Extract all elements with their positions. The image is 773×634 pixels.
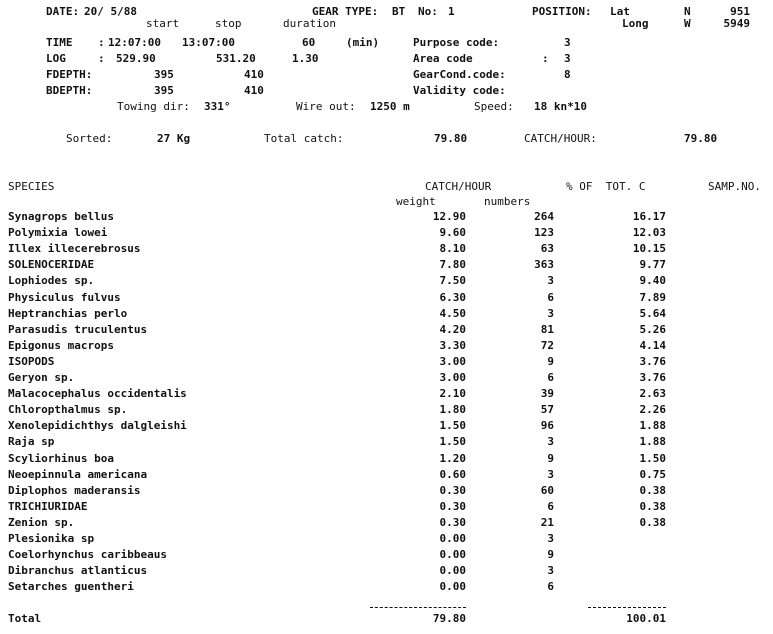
species-percent: 5.26 bbox=[639, 323, 666, 336]
species-weight: 4.50 bbox=[439, 307, 466, 320]
species-weight: 0.00 bbox=[439, 580, 466, 593]
area-code-label: Area code bbox=[413, 52, 473, 65]
species-weight: 3.00 bbox=[439, 371, 466, 384]
time-unit: (min) bbox=[346, 36, 380, 49]
species-numbers: 3 bbox=[547, 274, 554, 287]
position-label: POSITION: bbox=[532, 5, 592, 18]
species-weight: 0.00 bbox=[439, 532, 466, 545]
species-weight: 3.30 bbox=[439, 339, 466, 352]
species-percent: 9.77 bbox=[639, 258, 666, 271]
total-percent: 100.01 bbox=[626, 612, 666, 625]
species-numbers: 6 bbox=[547, 580, 554, 593]
species-percent: 2.63 bbox=[639, 387, 666, 400]
species-numbers: 39 bbox=[540, 387, 554, 400]
species-percent: 0.38 bbox=[639, 484, 666, 497]
species-percent: 3.76 bbox=[639, 355, 666, 368]
species-name: Lophiodes sp. bbox=[8, 274, 95, 287]
species-numbers: 3 bbox=[547, 468, 554, 481]
species-name: Neoepinnula americana bbox=[8, 468, 148, 481]
catch-per-hour-value: 79.80 bbox=[684, 132, 718, 145]
gearcond-code-value: 8 bbox=[564, 68, 571, 81]
total-weight: 79.80 bbox=[432, 612, 466, 625]
towing-dir-value: 331° bbox=[204, 100, 231, 113]
wire-out-label: Wire out: bbox=[296, 100, 356, 113]
bdepth-stop: 410 bbox=[244, 84, 264, 97]
species-numbers: 3 bbox=[547, 564, 554, 577]
speed-label: Speed: bbox=[474, 100, 514, 113]
species-percent: 2.26 bbox=[639, 403, 666, 416]
species-numbers: 3 bbox=[547, 532, 554, 545]
gear-type-value: BT bbox=[392, 5, 406, 18]
species-weight: 0.00 bbox=[439, 564, 466, 577]
species-name: Malacocephalus occidentalis bbox=[8, 387, 187, 400]
species-weight: 1.80 bbox=[439, 403, 466, 416]
species-name: Polymixia lowei bbox=[8, 226, 108, 239]
time-duration: 60 bbox=[302, 36, 316, 49]
species-name: Heptranchias perlo bbox=[8, 307, 128, 320]
time-label: TIME bbox=[46, 36, 73, 49]
area-code-value: 3 bbox=[564, 52, 571, 65]
species-weight: 1.20 bbox=[439, 452, 466, 465]
gearcond-code-label: GearCond.code: bbox=[413, 68, 506, 81]
species-name: Geryon sp. bbox=[8, 371, 75, 384]
species-name: Epigonus macrops bbox=[8, 339, 114, 352]
weight-column-header: weight bbox=[396, 195, 436, 208]
species-name: TRICHIURIDAE bbox=[8, 500, 88, 513]
sorted-label: Sorted: bbox=[66, 132, 113, 145]
log-duration: 1.30 bbox=[292, 52, 319, 65]
purpose-code-label: Purpose code: bbox=[413, 36, 500, 49]
species-numbers: 6 bbox=[547, 500, 554, 513]
species-weight: 9.60 bbox=[439, 226, 466, 239]
fdepth-stop: 410 bbox=[244, 68, 264, 81]
catch-hour-column-header: CATCH/HOUR bbox=[425, 180, 492, 193]
species-name: Raja sp bbox=[8, 435, 55, 448]
percent-total-column-header: % OF TOT. C bbox=[566, 180, 646, 193]
gear-type-label: GEAR TYPE: bbox=[312, 5, 379, 18]
species-weight: 7.50 bbox=[439, 274, 466, 287]
lat-hemisphere: N bbox=[684, 5, 691, 18]
log-label: LOG bbox=[46, 52, 66, 65]
species-name: Parasudis truculentus bbox=[8, 323, 148, 336]
species-percent: 1.88 bbox=[639, 419, 666, 432]
species-percent: 5.64 bbox=[639, 307, 666, 320]
species-percent: 7.89 bbox=[639, 291, 666, 304]
species-percent: 3.76 bbox=[639, 371, 666, 384]
species-name: Plesionika sp bbox=[8, 532, 95, 545]
col-start: start bbox=[146, 17, 180, 30]
species-name: Setarches guentheri bbox=[8, 580, 134, 593]
speed-value: 18 kn*10 bbox=[534, 100, 587, 113]
species-weight: 0.00 bbox=[439, 548, 466, 561]
species-name: Synagrops bellus bbox=[8, 210, 114, 223]
species-percent: 4.14 bbox=[639, 339, 666, 352]
species-percent: 12.03 bbox=[632, 226, 666, 239]
species-percent: 1.88 bbox=[639, 435, 666, 448]
species-name: Dibranchus atlanticus bbox=[8, 564, 148, 577]
species-weight: 0.60 bbox=[439, 468, 466, 481]
col-duration: duration bbox=[283, 17, 336, 30]
total-label: Total bbox=[8, 612, 42, 625]
total-catch-value: 79.80 bbox=[434, 132, 468, 145]
species-name: Coelorhynchus caribbeaus bbox=[8, 548, 167, 561]
sample-number-column-header: SAMP.NO. bbox=[708, 180, 761, 193]
species-percent: 1.50 bbox=[639, 452, 666, 465]
species-weight: 0.30 bbox=[439, 500, 466, 513]
species-name: Zenion sp. bbox=[8, 516, 75, 529]
species-numbers: 123 bbox=[534, 226, 554, 239]
species-numbers: 63 bbox=[540, 242, 554, 255]
species-percent: 0.75 bbox=[639, 468, 666, 481]
no-label: No: bbox=[418, 5, 438, 18]
species-column-header: SPECIES bbox=[8, 180, 55, 193]
species-name: Xenolepidichthys dalgleishi bbox=[8, 419, 187, 432]
log-start: 529.90 bbox=[116, 52, 156, 65]
fdepth-start: 395 bbox=[154, 68, 174, 81]
catch-per-hour-label: CATCH/HOUR: bbox=[524, 132, 597, 145]
long-value: 5949 bbox=[723, 17, 750, 30]
lat-label: Lat bbox=[610, 5, 630, 18]
species-numbers: 60 bbox=[540, 484, 554, 497]
species-numbers: 9 bbox=[547, 548, 554, 561]
numbers-column-header: numbers bbox=[484, 195, 531, 208]
time-stop: 13:07:00 bbox=[182, 36, 235, 49]
fdepth-label: FDEPTH: bbox=[46, 68, 93, 81]
species-numbers: 3 bbox=[547, 435, 554, 448]
lat-value: 951 bbox=[730, 5, 750, 18]
species-numbers: 9 bbox=[547, 355, 554, 368]
species-weight: 6.30 bbox=[439, 291, 466, 304]
species-name: ISOPODS bbox=[8, 355, 55, 368]
species-numbers: 72 bbox=[540, 339, 554, 352]
species-weight: 12.90 bbox=[432, 210, 466, 223]
purpose-code-value: 3 bbox=[564, 36, 571, 49]
species-name: Scyliorhinus boa bbox=[8, 452, 114, 465]
species-percent: 0.38 bbox=[639, 500, 666, 513]
total-catch-label: Total catch: bbox=[264, 132, 344, 145]
species-name: Illex illecerebrosus bbox=[8, 242, 141, 255]
species-weight: 8.10 bbox=[439, 242, 466, 255]
species-weight: 0.30 bbox=[439, 516, 466, 529]
species-numbers: 3 bbox=[547, 307, 554, 320]
species-weight: 4.20 bbox=[439, 323, 466, 336]
date-value: 20/ 5/88 bbox=[84, 5, 137, 18]
validity-code-label: Validity code: bbox=[413, 84, 506, 97]
species-weight: 1.50 bbox=[439, 435, 466, 448]
species-numbers: 363 bbox=[534, 258, 554, 271]
species-percent: 10.15 bbox=[632, 242, 666, 255]
species-numbers: 21 bbox=[540, 516, 554, 529]
species-weight: 3.00 bbox=[439, 355, 466, 368]
species-numbers: 6 bbox=[547, 371, 554, 384]
species-numbers: 264 bbox=[534, 210, 554, 223]
species-name: Physiculus fulvus bbox=[8, 291, 121, 304]
species-weight: 7.80 bbox=[439, 258, 466, 271]
bdepth-start: 395 bbox=[154, 84, 174, 97]
wire-out-value: 1250 m bbox=[370, 100, 410, 113]
log-stop: 531.20 bbox=[216, 52, 256, 65]
no-value: 1 bbox=[448, 5, 455, 18]
species-weight: 2.10 bbox=[439, 387, 466, 400]
col-stop: stop bbox=[215, 17, 242, 30]
species-name: SOLENOCERIDAE bbox=[8, 258, 95, 271]
species-numbers: 81 bbox=[540, 323, 554, 336]
species-percent: 0.38 bbox=[639, 516, 666, 529]
species-numbers: 9 bbox=[547, 452, 554, 465]
species-name: Diplophos maderansis bbox=[8, 484, 141, 497]
species-numbers: 6 bbox=[547, 291, 554, 304]
time-start: 12:07:00 bbox=[108, 36, 161, 49]
species-percent: 9.40 bbox=[639, 274, 666, 287]
long-label: Long bbox=[622, 17, 649, 30]
percent-total-rule bbox=[588, 607, 666, 608]
species-numbers: 57 bbox=[540, 403, 554, 416]
species-name: Chloropthalmus sp. bbox=[8, 403, 128, 416]
species-numbers: 96 bbox=[540, 419, 554, 432]
long-hemisphere: W bbox=[684, 17, 691, 30]
sorted-value: 27 Kg bbox=[157, 132, 191, 145]
date-label: DATE: bbox=[46, 5, 80, 18]
species-percent: 16.17 bbox=[632, 210, 666, 223]
bdepth-label: BDEPTH: bbox=[46, 84, 93, 97]
species-weight: 1.50 bbox=[439, 419, 466, 432]
weight-total-rule bbox=[370, 607, 466, 608]
towing-dir-label: Towing dir: bbox=[117, 100, 190, 113]
species-weight: 0.30 bbox=[439, 484, 466, 497]
